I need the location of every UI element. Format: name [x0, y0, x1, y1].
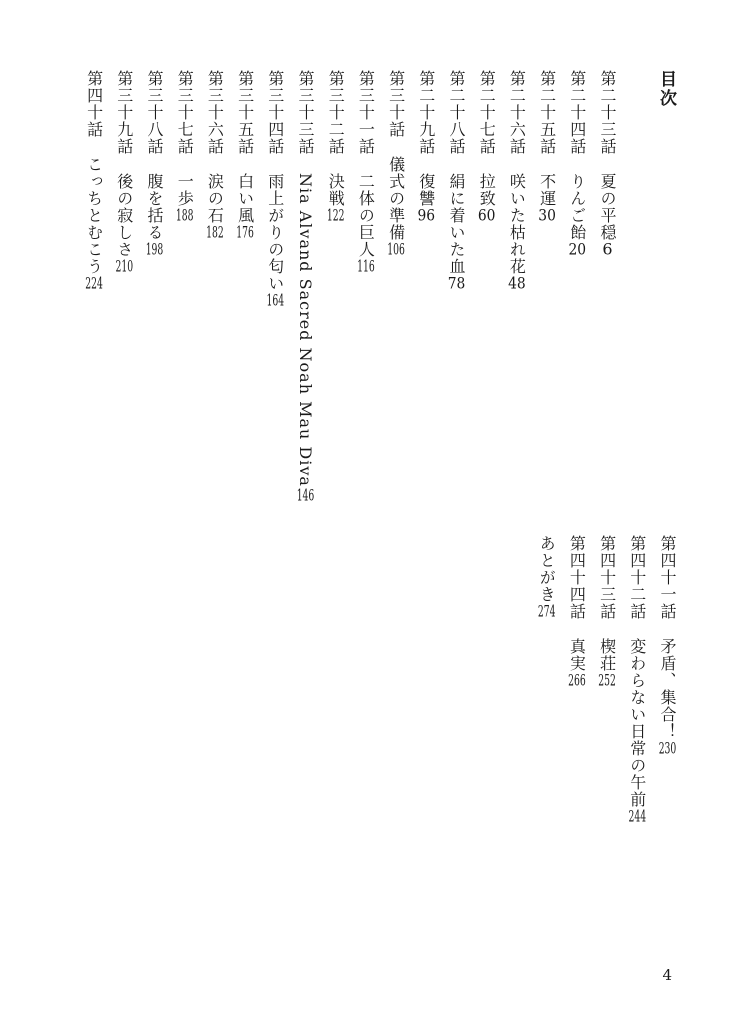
- page-ref: 252: [598, 672, 616, 688]
- chapter-title: 変わらない日常の午前: [627, 638, 647, 808]
- chapter-number: 第二十五話: [537, 70, 557, 155]
- page-ref: 210: [115, 258, 134, 274]
- toc-entry: [592, 535, 622, 688]
- chapter-title: 腹を括る: [145, 173, 164, 241]
- chapter-title: 真実: [567, 638, 587, 672]
- toc-entry: [79, 70, 109, 291]
- toc-entry: [109, 70, 139, 274]
- chapter-title: 咲いた枯れ花: [507, 173, 527, 275]
- page-ref: 198: [145, 241, 164, 257]
- chapter-title: 拉致: [477, 173, 497, 207]
- page-ref: 48: [508, 275, 526, 291]
- toc-entry: [139, 70, 169, 257]
- page-ref: 116: [357, 258, 375, 274]
- chapter-title: 決戦: [326, 173, 346, 207]
- toc-entry: [501, 70, 531, 291]
- chapter-number: 第四十一話: [658, 535, 677, 620]
- page-ref: 96: [417, 207, 436, 223]
- chapter-number: 第四十三話: [597, 535, 617, 620]
- chapter-number: 第三十一話: [356, 70, 376, 155]
- toc-entry: [169, 70, 199, 223]
- toc-entry: [561, 535, 591, 688]
- chapter-title: 矛盾、集合！: [658, 638, 677, 740]
- page-ref: 182: [206, 224, 224, 240]
- chapter-number: 第三十二話: [326, 70, 346, 155]
- chapter-number: 第三十七話: [175, 70, 195, 155]
- chapter-number: 第二十九話: [416, 70, 436, 155]
- page-ref: 176: [236, 224, 254, 240]
- chapter-number: 第四十話: [84, 70, 104, 138]
- chapter-number: 第四十四話: [567, 535, 587, 620]
- page-ref: 266: [568, 672, 586, 688]
- chapter-number: 第二十四話: [567, 70, 587, 155]
- toc-entry: [230, 70, 260, 240]
- chapter-title: 復讐: [416, 173, 436, 207]
- chapter-title: こっちとむこう: [84, 156, 104, 275]
- page-ref: 244: [628, 808, 647, 824]
- toc-entry: [381, 70, 411, 257]
- page-ref: 230: [658, 740, 677, 756]
- page-ref: 224: [85, 275, 103, 291]
- toc-entry: [622, 535, 652, 824]
- chapter-number: 第三十九話: [114, 70, 134, 155]
- chapter-title: 白い風: [235, 173, 255, 224]
- page-ref: 60: [477, 207, 496, 223]
- chapter-title: りんご飴: [567, 173, 587, 241]
- chapter-number: 第三十話: [386, 70, 406, 138]
- toc-entry: [320, 70, 350, 223]
- toc-entry: [592, 70, 622, 257]
- chapter-title: 二体の巨人: [356, 173, 376, 258]
- chapter-number: 第三十四話: [265, 70, 285, 155]
- toc-entry: [532, 70, 562, 223]
- chapter-number: 第三十六話: [205, 70, 225, 155]
- toc-entry: [260, 70, 290, 308]
- chapter-number: 第二十六話: [507, 70, 527, 155]
- page-ref: 122: [326, 207, 345, 223]
- chapter-number: 第二十七話: [477, 70, 497, 155]
- chapter-title: 一歩: [175, 173, 195, 207]
- chapter-number: 第三十八話: [145, 70, 164, 155]
- chapter-title: Nia Alvand Sacred Noah Mau Diva: [296, 173, 315, 487]
- toc-entry: [350, 70, 380, 274]
- page-ref: 78: [447, 275, 466, 291]
- toc-entry: [471, 70, 501, 223]
- page-number: 4: [662, 966, 672, 984]
- chapter-number: 第二十三話: [598, 70, 617, 155]
- chapter-title: 儀式の準備: [386, 156, 406, 241]
- chapter-title: 楔荘: [597, 638, 617, 672]
- page-ref: 146: [296, 486, 315, 503]
- toc-title: 目次: [656, 70, 676, 108]
- toc-entry: [441, 70, 471, 291]
- chapter-number: 第三十五話: [235, 70, 255, 155]
- chapter-number: 第二十八話: [447, 70, 466, 155]
- page-ref: 30: [538, 207, 556, 223]
- toc-entry: [652, 535, 682, 756]
- chapter-number: 第三十三話: [296, 70, 315, 155]
- toc-entry: [411, 70, 441, 223]
- toc-entry: [562, 70, 592, 257]
- chapter-title: あとがき: [537, 535, 557, 603]
- page-ref: 106: [387, 241, 405, 257]
- toc-entry: [290, 70, 320, 503]
- chapter-title: 後の寂しさ: [114, 173, 134, 258]
- chapter-title: 夏の平穏: [598, 173, 617, 241]
- toc-entry: [199, 70, 229, 240]
- chapter-title: 不運: [537, 173, 557, 207]
- toc-entry: [531, 535, 561, 619]
- chapter-title: 涙の石: [205, 173, 225, 224]
- page-ref: 188: [175, 207, 194, 223]
- page-ref: 20: [568, 241, 587, 257]
- chapter-title: 雨上がりの匂い: [265, 173, 285, 292]
- chapter-number: 第四十二話: [627, 535, 647, 620]
- chapter-title: 絹に着いた血: [447, 173, 466, 275]
- page-ref: 6: [602, 241, 613, 257]
- page-ref: 274: [537, 603, 556, 619]
- page-ref: 164: [266, 292, 285, 308]
